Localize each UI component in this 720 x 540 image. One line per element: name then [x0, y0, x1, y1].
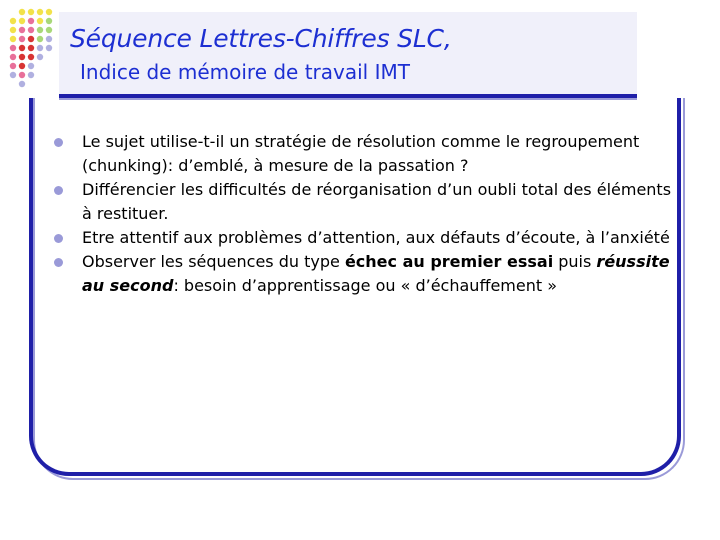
bullet-text-part: Observer les séquences du type	[82, 252, 345, 271]
dot	[19, 72, 25, 78]
bullet-text-bold: échec au premier essai	[344, 252, 554, 271]
dot	[19, 9, 25, 15]
bullet-dot-icon	[54, 186, 63, 195]
dot	[10, 54, 16, 60]
dot	[28, 72, 34, 78]
dot	[46, 9, 52, 15]
bullet-dot-icon	[54, 258, 63, 267]
dot	[28, 45, 34, 51]
dot	[37, 18, 43, 24]
bullet-text-bold-italic: réussite au second	[82, 252, 670, 295]
slide-subtitle: Indice de mémoire de travail IMT	[80, 60, 410, 84]
dot	[10, 45, 16, 51]
content-area	[50, 130, 680, 298]
dot	[28, 54, 34, 60]
bullet-list	[50, 130, 680, 298]
dot	[46, 27, 52, 33]
dot	[19, 18, 25, 24]
bullet-item	[50, 178, 680, 226]
dot	[19, 54, 25, 60]
dot	[19, 36, 25, 42]
dot	[10, 18, 16, 24]
dot	[37, 36, 43, 42]
bullet-text: Différencier les difficultés de réorganisation d’un oubli total des éléments à restituer.	[82, 180, 672, 223]
dot	[10, 63, 16, 69]
dot	[37, 45, 43, 51]
dot	[19, 81, 25, 87]
dot	[28, 36, 34, 42]
bullet-dot-icon	[54, 234, 63, 243]
dot	[28, 9, 34, 15]
dot	[10, 36, 16, 42]
dot	[37, 27, 43, 33]
slide-title: Séquence Lettres-Chiffres SLC,	[70, 24, 452, 53]
bullet-item	[50, 250, 680, 298]
dot	[28, 18, 34, 24]
decorative-dot-grid	[4, 6, 64, 96]
dot	[19, 63, 25, 69]
dot	[10, 72, 16, 78]
dot	[28, 27, 34, 33]
dot	[46, 45, 52, 51]
dot	[28, 63, 34, 69]
dot	[19, 45, 25, 51]
dot	[46, 36, 52, 42]
bullet-text: Le sujet utilise-t-il un stratégie de résolution comme le regroupement (chunking): d’emblé, à mesure de la passation ?	[82, 132, 640, 175]
bullet-text-part: : besoin d’apprentissage ou « d’échauffement »	[173, 276, 558, 295]
dot	[19, 27, 25, 33]
bullet-text-part: puis	[553, 252, 597, 271]
bullet-item	[50, 130, 680, 178]
bullet-item	[50, 226, 680, 250]
bullet-dot-icon	[54, 138, 63, 147]
bullet-text: Etre attentif aux problèmes d’attention, aux défauts d’écoute, à l’anxiété	[82, 228, 670, 247]
dot	[37, 54, 43, 60]
dot	[46, 18, 52, 24]
dot	[10, 27, 16, 33]
dot	[37, 9, 43, 15]
